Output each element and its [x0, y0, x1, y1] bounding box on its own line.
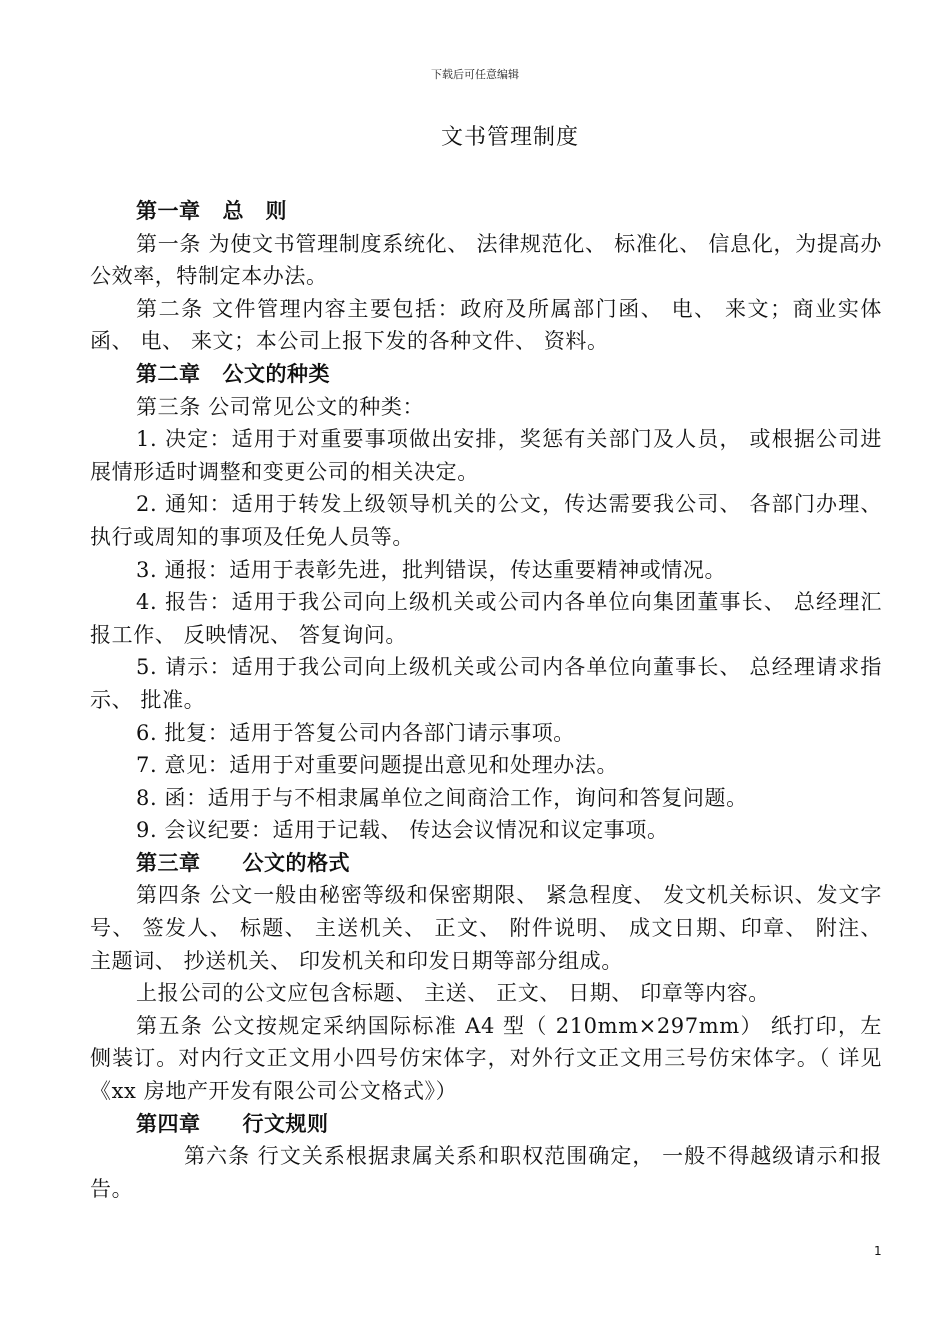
page-number: 1	[874, 1244, 882, 1258]
chapter-heading-4	[90, 1108, 882, 1141]
chapter-heading-3	[90, 847, 882, 880]
article-3: 第三条 公司常见公文的种类：	[136, 394, 425, 419]
chapter-heading-1	[90, 195, 882, 228]
list-item-6: 6. 批复：适用于答复公司内各部门请示事项。	[136, 720, 575, 745]
article-4: 第四条 公文一般由秘密等级和保密期限、 紧急程度、 发文机关标识、发文字号、 签发人、 标题、 主送机关、 正文、 附件说明、 成文日期、印章、 附注、 主题词、 抄送机关、 印发机关和印发日期等部分组成。	[90, 883, 882, 973]
chapter-number: 第四章	[136, 1111, 201, 1136]
chapter-name: 公文的种类	[222, 361, 330, 386]
list-item-4: 4. 报告：适用于我公司向上级机关或公司内各单位向集团董事长、 总经理汇报工作、 反映情况、 答复询问。	[90, 590, 882, 647]
article-2: 第二条 文件管理内容主要包括：政府及所属部门函、 电、 来文；商业实体函、 电、 来文；本公司上报下发的各种文件、 资料。	[90, 296, 882, 354]
article-6: 第六条 行文关系根据隶属关系和职权范围确定， 一般不得越级请示和报告。	[90, 1144, 882, 1201]
list-item-5: 5. 请示：适用于我公司向上级机关或公司内各单位向董事长、 总经理请求指示、 批准。	[90, 655, 882, 712]
chapter-number: 第三章	[136, 850, 201, 875]
chapter-number: 第一章	[136, 199, 201, 223]
chapter-number: 第二章	[136, 361, 201, 386]
chapter-name: 行文规则	[242, 1111, 329, 1136]
list-item-1: 1. 决定：适用于对重要事项做出安排，奖惩有关部门及人员， 或根据公司进展情形适时调整和变更公司的相关决定。	[90, 427, 882, 484]
article-1: 第一条 为使文书管理制度系统化、 法律规范化、 标准化、 信息化，为提高办公效率，特制定本办法。	[90, 231, 882, 289]
list-item-2: 2. 通知：适用于转发上级领导机关的公文，传达需要我公司、 各部门办理、 执行或周知的事项及任免人员等。	[90, 492, 882, 549]
list-item-9: 9. 会议纪要：适用于记载、 传达会议情况和议定事项。	[136, 818, 669, 843]
list-item-7: 7. 意见：适用于对重要问题提出意见和处理办法。	[136, 753, 619, 778]
chapter-name: 公文的格式	[242, 850, 350, 875]
list-item-8: 8. 函：适用于与不相隶属单位之间商洽工作，询问和答复问题。	[136, 785, 748, 810]
list-item-3: 3. 通报：适用于表彰先进，批判错误，传达重要精神或情况。	[136, 557, 727, 582]
chapter-name: 总 则	[222, 199, 287, 223]
article-5: 第五条 公文按规定采纳国际标准 A4 型（ 210mm×297mm） 纸打印，左侧装订。对内行文正文用小四号仿宋体字，对外行文正文用三号仿宋体字。（ 详见《xx 房地产开发有限公司公文格式》）	[90, 1013, 882, 1104]
chapter-heading-2	[90, 358, 882, 391]
document-title: 文书管理制度	[440, 125, 579, 150]
page-header: 下载后可任意编辑	[431, 68, 519, 81]
document-body	[90, 195, 882, 1205]
article-4-note: 上报公司的公文应包含标题、 主送、 正文、 日期、 印章等内容。	[136, 981, 770, 1006]
